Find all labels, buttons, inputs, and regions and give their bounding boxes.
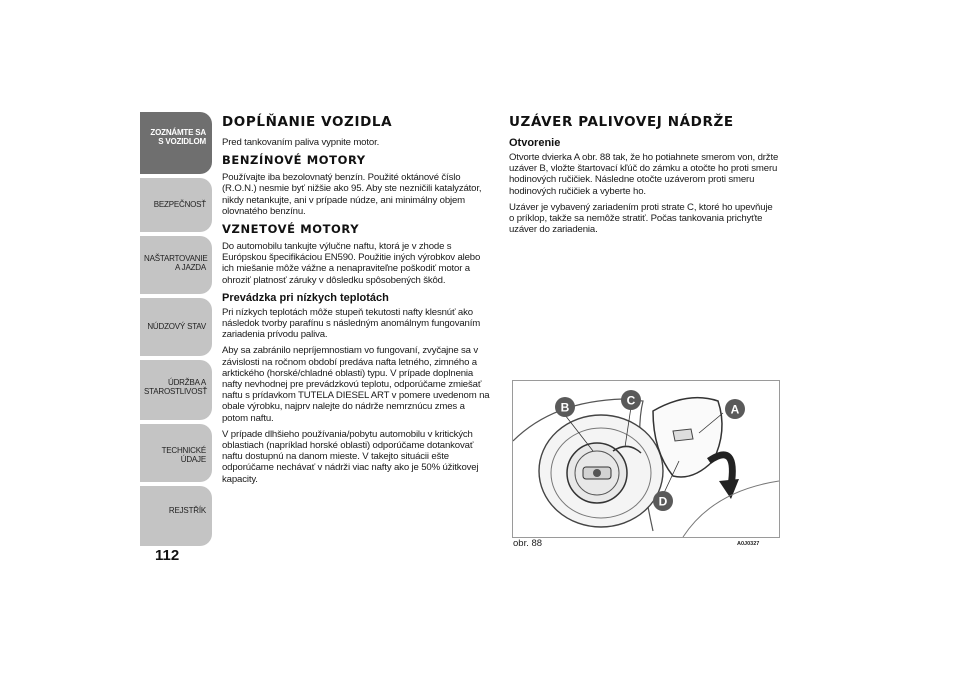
tab-technicke-udaje[interactable]: [140, 424, 212, 482]
fuel-cap-drawing: [513, 381, 779, 537]
lowtemp-paragraph-3: V prípade dlhšieho používania/pobytu automobilu v kritických oblastiach (napríklad horské oblasti) odporúčame dotankovať naftu dostupnú na danom mieste. V takejto situácii ešte odporúčame nechávať v nádrži viac nafty ako je 50% úžitkovej kapacity.: [222, 428, 479, 485]
diesel-paragraph: Do automobilu tankujte výlučne naftu, ktorá je v zhode s Európskou špecifikáciou EN590. Použitie iných výrobkov alebo ich miešanie môže vážne a nenapraviteľne poškodiť motor a ohroziť platnosť záruky v dôsledku spôsobených škôd.: [222, 241, 481, 286]
left-column: [222, 114, 492, 490]
lowtemp-paragraph-2: Aby sa zabránilo nepríjemnostiam vo fungovaní, zvyčajne sa v závislosti na ročnom období predáva nafta letného, zimného a arktického (horské/chladné oblasti) typu. V prípade doplnenia nafty nevhodnej pre prevádzkovú teplotu, odporúčame zmiešať naftu s prídavkom TUTELA DIESEL ART v pomere uvedenom na obale výrobku, najprv nalejte do nádrže nemrznúcu zmes a potom naftu.: [222, 345, 490, 424]
heading-gasoline-engines: BENZÍNOVÉ MOTORY: [222, 153, 366, 168]
page-number: 112: [155, 547, 180, 564]
marker-c: [621, 390, 641, 410]
chapter-sidebar: [140, 112, 212, 550]
lowtemp-paragraph-1: Pri nízkych teplotách môže stupeň tekutosti nafty klesnúť ako následok tvorby parafínu s následným anomálnym fungovaním zariadenia prívodu paliva.: [222, 306, 481, 341]
opening-paragraph-2: Uzáver je vybavený zariadením proti strate C, ktoré ho upevňuje o príklop, takže sa nemôže stratiť. Počas tankovania prichyťte uzáver do zariadenia.: [509, 201, 773, 236]
marker-d-label: D: [658, 494, 668, 509]
tab-udrzba-a-starostlivost[interactable]: [140, 360, 212, 420]
tab-zoznamte-sa-s-vozidlom[interactable]: [140, 112, 212, 174]
marker-d: [653, 491, 673, 511]
tab-rejstrik[interactable]: [140, 486, 212, 546]
marker-b-label: B: [560, 400, 570, 415]
right-column: [509, 114, 779, 240]
intro-paragraph: Pred tankovaním paliva vypnite motor.: [222, 137, 380, 148]
tab-label: NAŠTARTOVANIE A JAZDA: [144, 254, 208, 272]
opening-paragraph-1: Otvorte dvierka A obr. 88 tak, že ho potiahnete smerom von, držte uzáver B, vložte štartovací kľúč do zámku a otočte ho proti smeru hodinových ručičiek. Následne otočte uzáverom proti smeru hodinových ručičiek a vyberte ho.: [509, 152, 779, 197]
tab-label: ÚDRŽBA A STAROSTLIVOSŤ: [144, 378, 208, 396]
figure-caption: obr. 88: [513, 538, 543, 549]
tab-label: BEZPEČNOSŤ: [153, 200, 206, 209]
figure-code: A0J0327: [737, 541, 760, 547]
section-title-fuel-cap: UZÁVER PALIVOVEJ NÁDRŽE: [509, 114, 734, 130]
tab-nudzovy-stav[interactable]: [140, 298, 212, 356]
section-title-refueling: DOPĹŇANIE VOZIDLA: [222, 114, 393, 130]
marker-a-label: A: [730, 402, 740, 417]
heading-diesel-engines: VZNETOVÉ MOTORY: [222, 222, 360, 237]
tab-label: REJSTŘÍK: [168, 506, 206, 515]
gasoline-paragraph: Používajte iba bezolovnatý benzín. Použité oktánové číslo (R.O.N.) nesmie byť nižšie ako 95. Aby ste nezničili katalyzátor, nikdy netankujte, ani v prípade núdze, ani minimálny objem olovnatého benzínu.: [222, 172, 482, 217]
tab-label: NÚDZOVÝ STAV: [147, 322, 206, 331]
fuel-cap-illustration: [512, 380, 780, 538]
marker-b: [555, 397, 575, 417]
marker-c-label: C: [626, 393, 636, 408]
tab-label: TECHNICKÉ ÚDAJE: [161, 446, 206, 464]
heading-opening: Otvorenie: [509, 137, 561, 149]
tab-bezpecnost[interactable]: [140, 178, 212, 232]
tab-nastartovanie-a-jazda[interactable]: [140, 236, 212, 294]
tab-label: ZOZNÁMTE SA S VOZIDLOM: [150, 128, 206, 146]
marker-a: [725, 399, 745, 419]
heading-low-temperature: Prevádzka pri nízkych teplotách: [222, 291, 389, 304]
